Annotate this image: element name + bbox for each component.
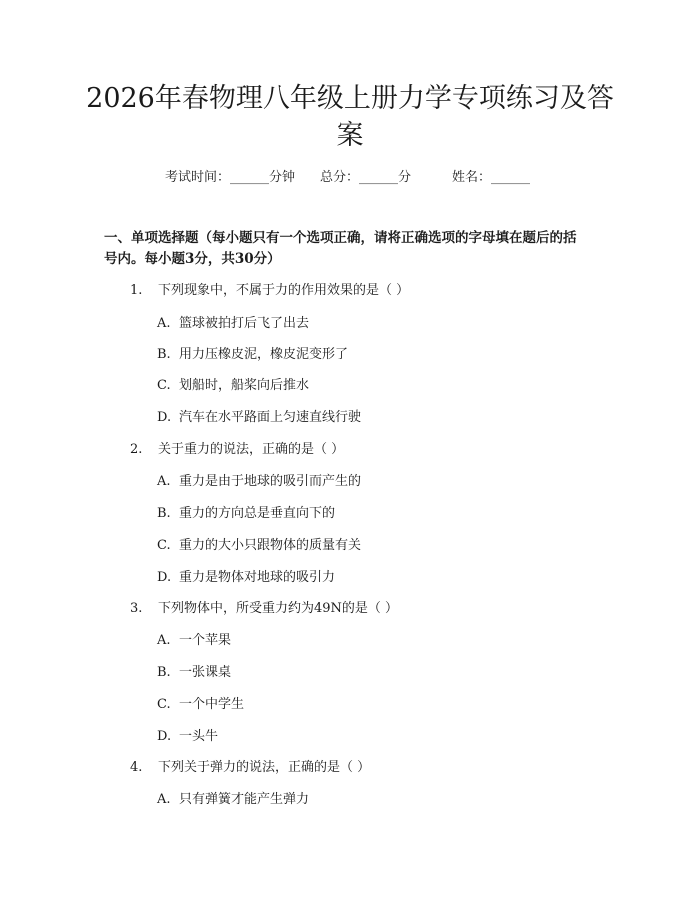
question-1-option-c	[157, 376, 309, 396]
question-1	[130, 281, 409, 301]
option-text: 划船时，船桨向后推水	[179, 378, 310, 393]
option-letter: B.	[157, 665, 171, 680]
option-text: 只有弹簧才能产生弹力	[179, 792, 310, 807]
question-3	[130, 599, 398, 619]
option-letter: D.	[157, 570, 172, 585]
section-heading-line-1: 一、单项选择题（每小题只有一个选项正确，请将正确选项的字母填在题后的括	[104, 230, 577, 246]
question-2	[130, 440, 344, 460]
question-number: 3.	[130, 601, 143, 616]
section-heading-line-2: 号内。每小题3分，共30分）	[104, 251, 281, 267]
option-text: 一张课桌	[179, 665, 232, 680]
option-letter: D.	[157, 729, 172, 744]
question-4-option-a	[157, 790, 309, 810]
option-text: 用力压橡皮泥，橡皮泥变形了	[179, 347, 349, 362]
question-text: 下列关于弹力的说法，正确的是（ ）	[158, 760, 371, 775]
question-2-option-a	[157, 472, 361, 492]
option-letter: B.	[157, 347, 171, 362]
question-2-option-c	[157, 536, 361, 556]
exam-time-field: 考试时间：______分钟	[165, 170, 296, 185]
option-letter: C.	[157, 378, 171, 393]
option-text: 重力是由于地球的吸引而产生的	[179, 474, 362, 489]
option-text: 篮球被拍打后飞了出去	[179, 316, 310, 331]
question-2-option-d	[157, 568, 335, 588]
question-4	[130, 758, 370, 778]
option-text: 一头牛	[179, 729, 219, 744]
option-text: 重力是物体对地球的吸引力	[179, 570, 336, 585]
option-letter: C.	[157, 538, 171, 553]
option-letter: A.	[157, 316, 171, 331]
question-text: 关于重力的说法，正确的是（ ）	[158, 442, 345, 457]
question-number: 4.	[130, 760, 143, 775]
document-title-line-2: 案	[336, 120, 364, 151]
option-text: 一个苹果	[179, 633, 232, 648]
question-1-option-b	[157, 345, 348, 365]
option-letter: B.	[157, 506, 171, 521]
question-text: 下列现象中，不属于力的作用效果的是（ ）	[158, 283, 410, 298]
question-1-option-d	[157, 408, 361, 428]
question-text: 下列物体中，所受重力约为49N的是（ ）	[158, 601, 399, 616]
total-score-field: 总分：______分	[320, 170, 412, 185]
student-name-field: 姓名：______	[452, 170, 531, 185]
question-2-option-b	[157, 504, 335, 524]
option-letter: A.	[157, 633, 171, 648]
question-1-option-a	[157, 314, 309, 334]
option-text: 重力的大小只跟物体的质量有关	[179, 538, 362, 553]
question-3-option-b	[157, 663, 231, 683]
question-number: 1.	[130, 283, 143, 298]
option-text: 汽车在水平路面上匀速直线行驶	[179, 410, 362, 425]
option-letter: A.	[157, 792, 171, 807]
question-number: 2.	[130, 442, 143, 457]
option-letter: C.	[157, 697, 171, 712]
question-3-option-a	[157, 631, 231, 651]
option-text: 重力的方向总是垂直向下的	[179, 506, 336, 521]
question-3-option-c	[157, 695, 244, 715]
option-text: 一个中学生	[179, 697, 245, 712]
question-3-option-d	[157, 727, 218, 747]
option-letter: A.	[157, 474, 171, 489]
option-letter: D.	[157, 410, 172, 425]
document-title-line-1: 2026年春物理八年级上册力学专项练习及答	[86, 83, 614, 114]
